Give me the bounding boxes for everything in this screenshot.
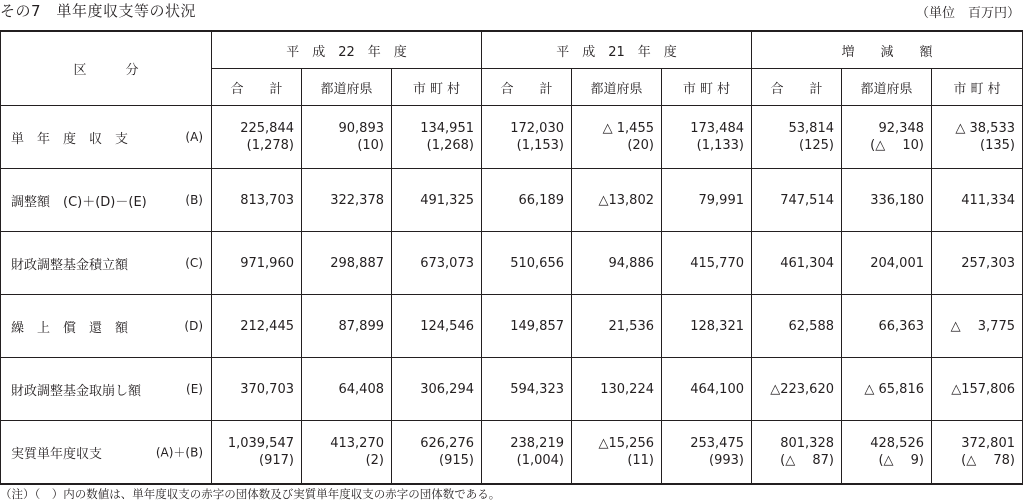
value-cell	[302, 232, 392, 295]
cell-value: 64,408	[338, 381, 384, 397]
value-cell	[572, 358, 662, 421]
cell-value: 87,899	[338, 318, 384, 334]
cell-value: 130,224	[600, 381, 654, 397]
value-cell	[392, 421, 482, 485]
value-cell	[572, 421, 662, 485]
cell-deficit-count: (135)	[980, 138, 1015, 153]
table-row	[1, 106, 1023, 169]
footnote: （注）（ ）内の数値は、単年度収支の赤字の団体数及び実質単年度収支の赤字の団体数である。	[0, 487, 501, 501]
value-cell	[302, 295, 392, 358]
value-cell	[302, 106, 392, 169]
cell-value: 415,770	[690, 255, 744, 271]
row-label: 財政調整基金積立額	[11, 257, 129, 273]
value-cell	[752, 295, 842, 358]
cell-value: 372,801	[961, 436, 1015, 451]
cell-value: 172,030	[510, 121, 564, 136]
table-row	[1, 295, 1023, 358]
value-cell	[752, 232, 842, 295]
row-label-cell	[1, 358, 212, 421]
group-header-h21: 平 成 21 年 度	[482, 31, 752, 69]
value-cell	[752, 106, 842, 169]
value-cell	[752, 358, 842, 421]
row-tag: (A)＋(B)	[155, 445, 203, 460]
cell-value: 306,294	[420, 381, 474, 397]
group-header-change: 増 減 額	[752, 31, 1023, 69]
cell-value: 510,656	[510, 255, 564, 271]
cell-value: △ 3,775	[950, 318, 1015, 334]
category-header: 区 分	[1, 31, 212, 106]
cell-deficit-count: (1,004)	[516, 453, 564, 468]
row-label-cell	[1, 106, 212, 169]
balance-table	[0, 30, 1023, 485]
value-cell	[932, 358, 1023, 421]
table-row	[1, 169, 1023, 232]
value-cell	[932, 295, 1023, 358]
cell-value: 94,886	[608, 255, 654, 271]
value-cell	[482, 421, 572, 485]
cell-value: 212,445	[240, 318, 294, 334]
cell-value: 128,321	[690, 318, 744, 334]
cell-value: △223,620	[770, 381, 834, 397]
cell-value: 801,328	[780, 436, 834, 451]
table-row	[1, 421, 1023, 485]
subcol-prefecture: 都道府県	[302, 69, 392, 106]
value-cell	[842, 106, 932, 169]
cell-value: 813,703	[240, 192, 294, 208]
cell-value: 370,703	[240, 381, 294, 397]
cell-deficit-count: (993)	[709, 453, 744, 468]
cell-value: 92,348	[878, 121, 924, 136]
cell-value: 747,514	[780, 192, 834, 208]
value-cell	[212, 232, 302, 295]
cell-value: 253,475	[690, 436, 744, 451]
subcol-prefecture: 都道府県	[842, 69, 932, 106]
value-cell	[212, 421, 302, 485]
cell-value: 204,001	[870, 255, 924, 271]
value-cell	[572, 295, 662, 358]
cell-value: 428,526	[870, 436, 924, 451]
value-cell	[392, 295, 482, 358]
subcol-total: 合 計	[212, 69, 302, 106]
row-tag: (D)	[184, 319, 203, 333]
group-header-h22: 平 成 22 年 度	[212, 31, 482, 69]
cell-value: 79,991	[698, 192, 744, 208]
value-cell	[842, 295, 932, 358]
row-label: 財政調整基金取崩し額	[11, 383, 142, 399]
row-label: 繰 上 償 還 額	[11, 320, 129, 336]
cell-value: 322,378	[330, 192, 384, 208]
value-cell	[842, 358, 932, 421]
value-cell	[392, 358, 482, 421]
value-cell	[662, 106, 752, 169]
cell-deficit-count: (△ 87)	[780, 453, 834, 468]
row-tag: (C)	[185, 256, 203, 270]
cell-value: 1,039,547	[227, 436, 294, 451]
cell-value: 257,303	[961, 255, 1015, 271]
cell-deficit-count: (10)	[357, 138, 384, 153]
cell-value: 971,960	[240, 255, 294, 271]
cell-value: 124,546	[420, 318, 474, 334]
cell-value: 225,844	[240, 121, 294, 136]
cell-deficit-count: (20)	[627, 138, 654, 153]
cell-value: 53,814	[788, 121, 834, 136]
cell-value: 594,323	[510, 381, 564, 397]
value-cell	[932, 421, 1023, 485]
cell-value: 298,887	[330, 255, 384, 271]
value-cell	[932, 169, 1023, 232]
value-cell	[302, 358, 392, 421]
value-cell	[482, 106, 572, 169]
value-cell	[932, 106, 1023, 169]
value-cell	[482, 358, 572, 421]
value-cell	[482, 169, 572, 232]
value-cell	[842, 169, 932, 232]
cell-value: 238,219	[510, 436, 564, 451]
value-cell	[212, 106, 302, 169]
cell-value: △ 38,533	[955, 121, 1015, 136]
cell-deficit-count: (△ 10)	[870, 138, 924, 153]
cell-deficit-count: (917)	[259, 453, 294, 468]
cell-deficit-count: (△ 9)	[878, 453, 924, 468]
cell-deficit-count: (1,133)	[696, 138, 744, 153]
value-cell	[572, 232, 662, 295]
subcol-total: 合 計	[752, 69, 842, 106]
value-cell	[212, 295, 302, 358]
row-tag: (B)	[185, 193, 203, 207]
table-row	[1, 358, 1023, 421]
value-cell	[842, 232, 932, 295]
row-label-cell	[1, 295, 212, 358]
row-label: 単 年 度 収 支	[11, 131, 129, 147]
cell-value: 491,325	[420, 192, 474, 208]
cell-deficit-count: (11)	[627, 453, 654, 468]
value-cell	[662, 232, 752, 295]
cell-value: 461,304	[780, 255, 834, 271]
value-cell	[392, 106, 482, 169]
cell-deficit-count: (915)	[439, 453, 474, 468]
cell-deficit-count: (2)	[365, 453, 384, 468]
cell-value: 21,536	[608, 318, 654, 334]
cell-value: △ 65,816	[864, 381, 924, 397]
cell-value: 90,893	[338, 121, 384, 136]
unit-label: （単位 百万円）	[915, 6, 1020, 21]
row-label: 調整額 (C)＋(D)－(E)	[11, 194, 147, 210]
value-cell	[842, 421, 932, 485]
cell-value: 464,100	[690, 381, 744, 397]
cell-value: △157,806	[951, 381, 1015, 397]
value-cell	[572, 106, 662, 169]
value-cell	[662, 295, 752, 358]
value-cell	[752, 421, 842, 485]
page-title: その7 単年度収支等の状況	[0, 2, 197, 20]
subcol-total: 合 計	[482, 69, 572, 106]
cell-deficit-count: (1,153)	[516, 138, 564, 153]
cell-value: 626,276	[420, 436, 474, 451]
value-cell	[212, 169, 302, 232]
value-cell	[932, 232, 1023, 295]
cell-value: 411,334	[961, 192, 1015, 208]
cell-value: △15,256	[598, 436, 654, 451]
value-cell	[662, 421, 752, 485]
table-row	[1, 232, 1023, 295]
row-label-cell	[1, 169, 212, 232]
row-label-cell	[1, 421, 212, 485]
row-label-cell	[1, 232, 212, 295]
value-cell	[482, 295, 572, 358]
cell-value: 149,857	[510, 318, 564, 334]
row-tag: (A)	[185, 130, 203, 144]
subcol-prefecture: 都道府県	[572, 69, 662, 106]
cell-value: △ 1,455	[602, 121, 654, 136]
cell-value: 134,951	[420, 121, 474, 136]
value-cell	[302, 421, 392, 485]
cell-value: 673,073	[420, 255, 474, 271]
subcol-municipality: 市 町 村	[392, 69, 482, 106]
cell-value: 66,189	[518, 192, 564, 208]
value-cell	[662, 358, 752, 421]
value-cell	[392, 169, 482, 232]
subcol-municipality: 市 町 村	[932, 69, 1023, 106]
value-cell	[212, 358, 302, 421]
value-cell	[662, 169, 752, 232]
value-cell	[392, 232, 482, 295]
cell-deficit-count: (1,278)	[246, 138, 294, 153]
cell-value: 173,484	[690, 121, 744, 136]
cell-deficit-count: (125)	[799, 138, 834, 153]
cell-value: 62,588	[788, 318, 834, 334]
cell-deficit-count: (1,268)	[426, 138, 474, 153]
cell-value: 336,180	[870, 192, 924, 208]
row-label: 実質単年度収支	[11, 446, 103, 462]
value-cell	[482, 232, 572, 295]
cell-deficit-count: (△ 78)	[961, 453, 1015, 468]
value-cell	[572, 169, 662, 232]
row-tag: (E)	[186, 382, 203, 396]
cell-value: 66,363	[878, 318, 924, 334]
value-cell	[752, 169, 842, 232]
value-cell	[302, 169, 392, 232]
cell-value: △13,802	[598, 192, 654, 208]
subcol-municipality: 市 町 村	[662, 69, 752, 106]
cell-value: 413,270	[330, 436, 384, 451]
